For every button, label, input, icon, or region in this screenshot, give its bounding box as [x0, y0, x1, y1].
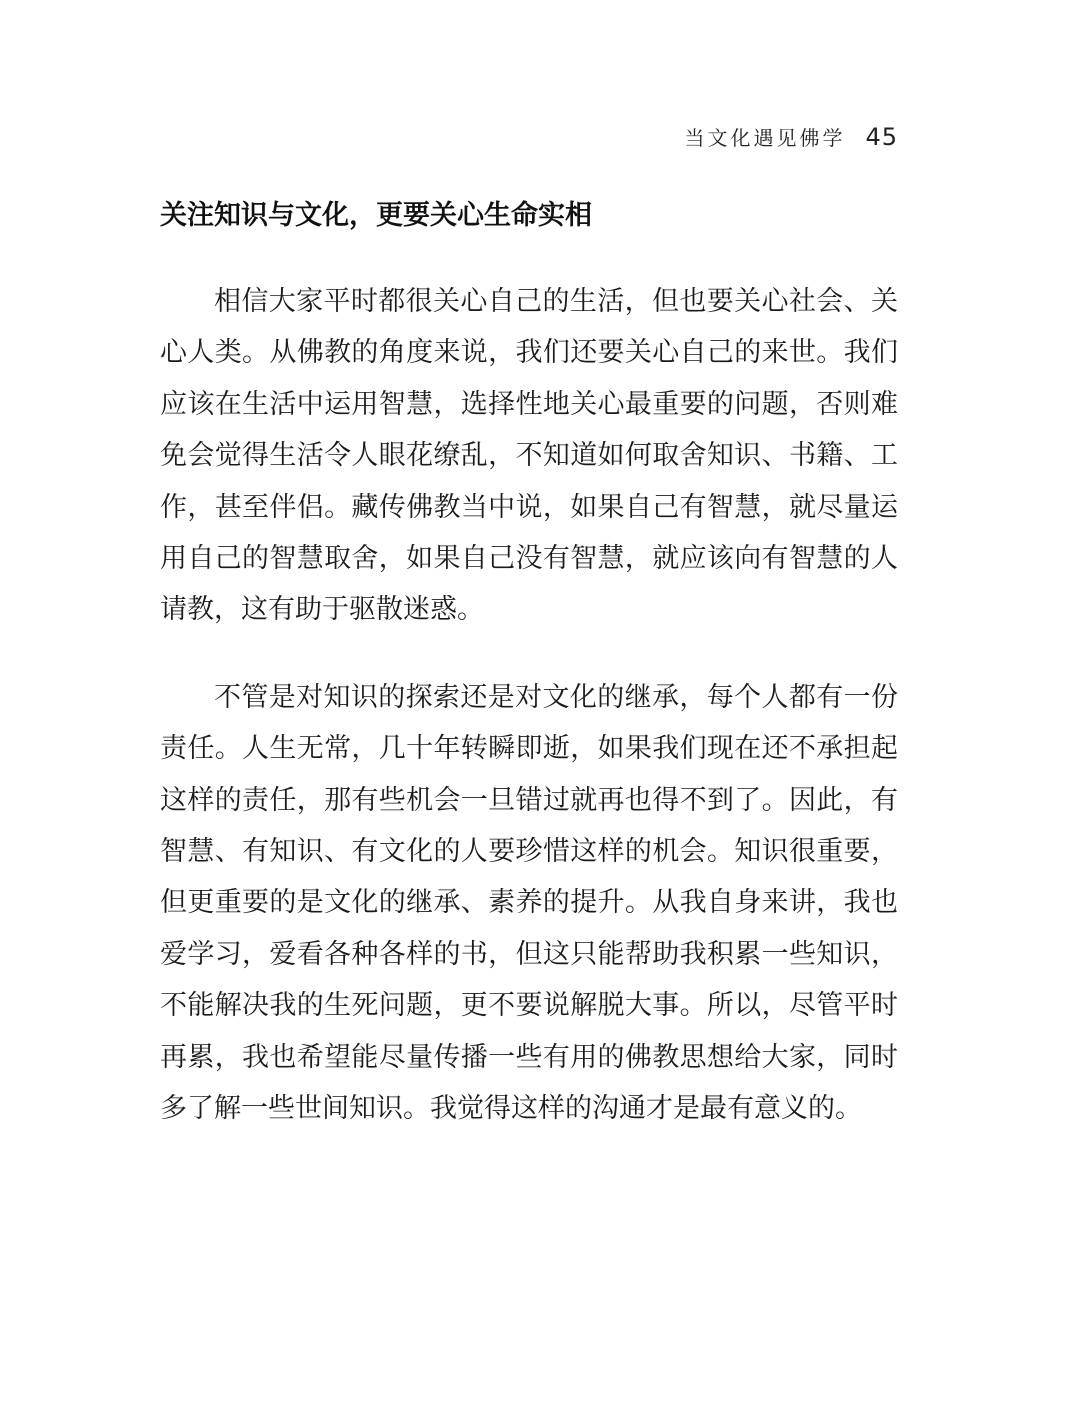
section-heading: 关注知识与文化，更要关心生命实相: [160, 200, 592, 231]
running-header: [684, 122, 898, 151]
page-number: 45: [865, 123, 898, 151]
paragraph-1: 相信大家平时都很关心自己的生活，但也要关心社会、关心人类。从佛教的角度来说，我们还要关心自己的来世。我们应该在生活中运用智慧，选择性地关心最重要的问题，否则难免会觉得生活令人眼花缭乱，不知道如何取舍知识、书籍、工作，甚至伴侣。藏传佛教当中说，如果自己有智慧，就尽量运用自己的智慧取舍，如果自己没有智慧，就应该向有智慧的人请教，这有助于驱散迷惑。: [160, 286, 898, 626]
paragraph-2: 不管是对知识的探索还是对文化的继承，每个人都有一份责任。人生无常，几十年转瞬即逝，如果我们现在还不承担起这样的责任，那有些机会一旦错过就再也得不到了。因此，有智慧、有知识、有文化的人要珍惜这样的机会。知识很重要，但更重要的是文化的继承、素养的提升。从我自身来讲，我也爱学习，爱看各种各样的书，但这只能帮助我积累一些知识，不能解决我的生死问题，更不要说解脱大事。所以，尽管平时再累，我也希望能尽量传播一些有用的佛教思想给大家，同时多了解一些世间知识。我觉得这样的沟通才是最有意义的。: [160, 681, 898, 1125]
running-title: 当文化遇见佛学: [684, 126, 846, 150]
body-text: [160, 276, 898, 1135]
